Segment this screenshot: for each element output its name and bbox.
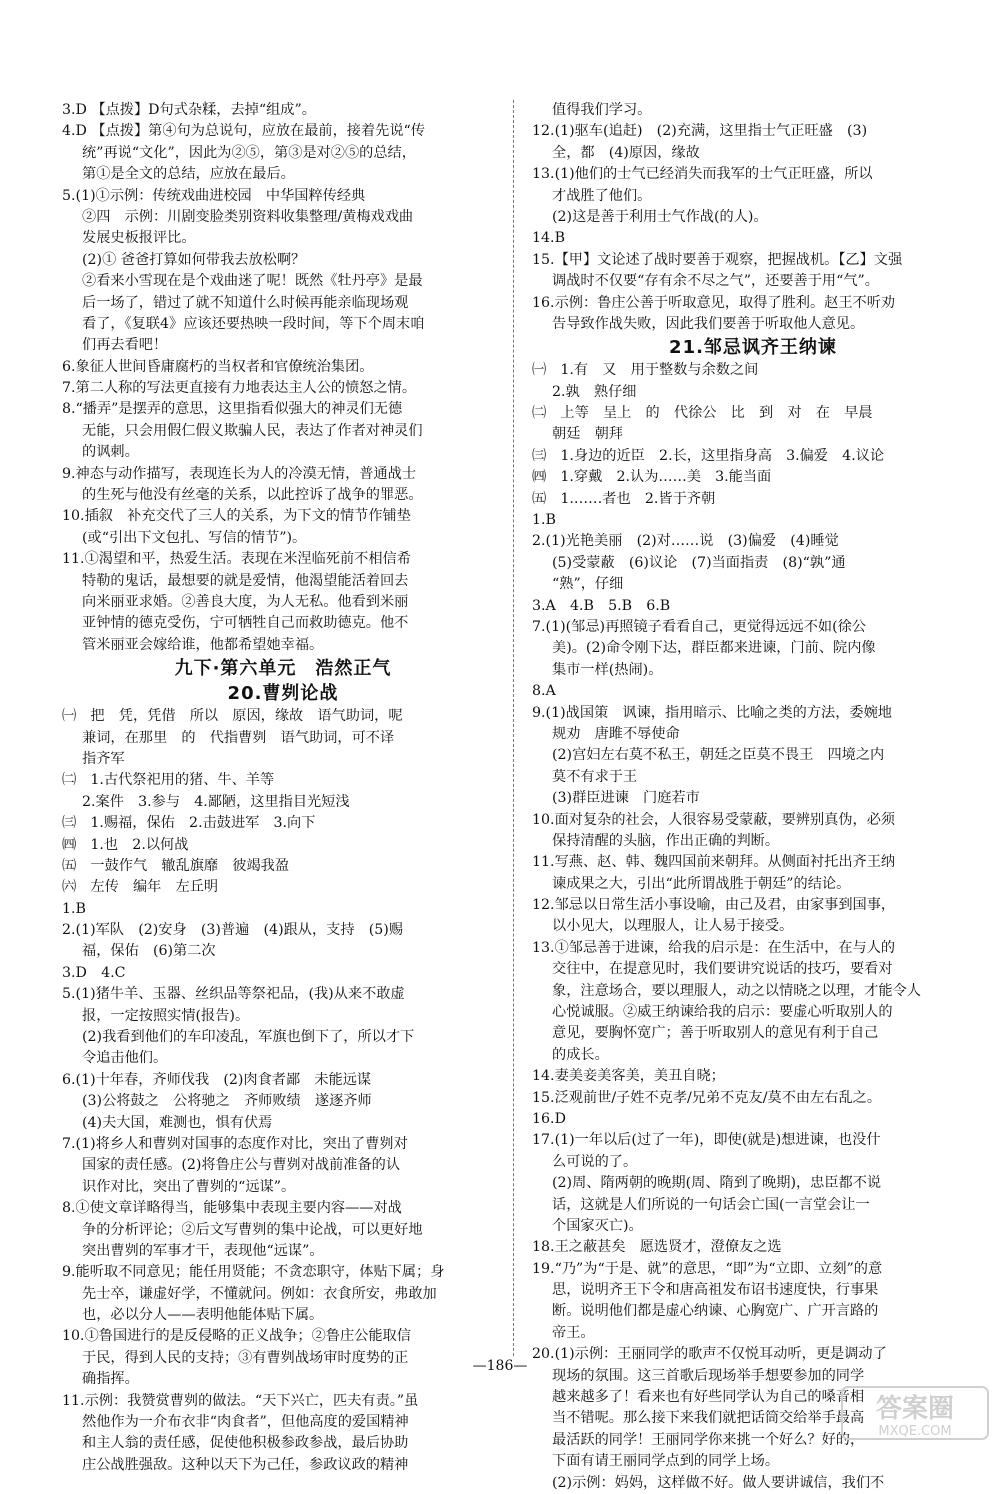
- answer-line: ②看来小雪现在是个戏曲迷了呢！既然《牡丹亭》是最: [82, 273, 423, 290]
- answer-line: ㈡ 上等 呈上 的 代徐公 比 到 对 在 早晨: [532, 405, 873, 422]
- answer-line: 福，保佑 (6)第二次: [82, 943, 216, 960]
- answer-line: 话，这就是人们所说的一句话会亡国(一言堂会让一: [552, 1196, 870, 1213]
- answer-line: 14.B: [532, 230, 565, 247]
- answer-line: 的生死与他没有丝毫的关系，以此控诉了战争的罪恶。: [82, 487, 423, 504]
- answer-line: 7.第二人称的写法更直接有力地表达主人公的愤怒之情。: [62, 380, 417, 397]
- answer-line: 的讽刺。: [82, 444, 139, 461]
- answer-line: 兼词，在那里 的 代指曹刿 语气助词，可不译: [82, 729, 395, 746]
- answer-line: ㈣ 1.也 2.以何战: [62, 836, 189, 853]
- answer-line: 识作对比，突出了曹刿的“远谋”。: [82, 1178, 296, 1195]
- answer-line: 告导致作战失败，因此我们要善于听取他人意见。: [552, 315, 865, 332]
- answer-line: 14.妻美妾美客美，美丑自晓；: [532, 1068, 725, 1085]
- answer-line: 9.神态与动作描写，表现连长为人的冷漠无情，普通战士: [62, 465, 417, 482]
- answer-line: 国家的责任感。(2)将鲁庄公与曹刿对战前准备的认: [82, 1157, 401, 1174]
- answer-line: (2)这是善于利用士气作战(的人)。: [552, 208, 768, 225]
- answer-line: 10.①鲁国进行的是反侵略的正义战争；②鲁庄公能取信: [62, 1328, 411, 1345]
- answer-line: ㈥ 左传 编年 左丘明: [62, 879, 219, 896]
- answer-line: 2.孰 熟仔细: [552, 383, 637, 400]
- answer-line: (2)宫妇左右莫不私王，朝廷之臣莫不畏王 四境之内: [552, 747, 885, 764]
- answer-line: 美)。(2)命令刚下达，群臣都来进谏，门前、院内像: [552, 640, 876, 657]
- answer-line: 思，说明齐王下令和唐高祖发布诏书速度快，行事果: [552, 1282, 879, 1299]
- answer-line: 现场的氛围。这三首歌后现场举手想要参加的同学: [552, 1367, 865, 1384]
- answer-line: (2)示例：妈妈，这样做不好。做人要讲诚信，我们不: [552, 1474, 885, 1491]
- answer-line: 心悦诚服。②威王纳谏给我的启示：要虚心听取别人的: [552, 1004, 893, 1021]
- answer-line: 保持清醒的头脑，作出正确的判断。: [552, 832, 780, 849]
- answer-line: 1.B: [62, 900, 86, 917]
- answer-line: 8.“播弄”是摆弄的意思，这里指看似强大的神灵们无德: [62, 401, 403, 418]
- answer-line: 18.王之蔽甚矣 愿选贤才，澄僚友之选: [532, 1239, 782, 1256]
- answer-line: 3.D 【点拨】D句式杂糅，去掉“组成”。: [62, 102, 316, 118]
- answer-line: 指齐军: [82, 750, 125, 767]
- column-divider: [513, 100, 514, 1356]
- answer-line: 特勒的鬼话，最想要的就是爱情，他渴望能活着回去: [82, 572, 409, 589]
- answer-line: 13.①邹忌善于进谏，给我的启示是：在生活中，在与人的: [532, 939, 896, 956]
- answer-line: (2)我看到他们的车印凌乱，军旗也倒下了，所以才下: [82, 1029, 415, 1046]
- answer-line: ②四 示例：川剧变脸类别资料收集整理/黄梅戏戏曲: [82, 208, 414, 225]
- answer-line: 4.D 【点拨】第④句为总说句，应放在最前，接着先说“传: [62, 123, 425, 140]
- answer-line: 6.(1)十年春，齐师伐我 (2)肉食者鄙 未能远谋: [62, 1071, 372, 1088]
- answer-line: 15.【甲】文论述了战时要善于观察，把握战机。【乙】文强: [532, 251, 903, 268]
- answer-line: 9.能听取不同意见；能任用贤能；不贪恋职守，体贴下属；身: [62, 1264, 445, 1281]
- answer-line: 8.①使文章详略得当，能够集中表现主要内容——对战: [62, 1200, 402, 1217]
- answer-line: 全，都 (4)原因，缘故: [552, 144, 700, 161]
- page-number: —186—: [472, 1358, 528, 1374]
- answer-line: 第①是全文的总结，应放在最后。: [82, 166, 295, 183]
- answer-line: (3)群臣进谏 门庭若市: [552, 790, 700, 807]
- answer-line: 3.A 4.B 5.B 6.B: [532, 597, 671, 614]
- answer-line: 20.(1)示例：王丽同学的歌声不仅悦耳动听，更是调动了: [532, 1346, 887, 1363]
- answer-line: 的成长。: [552, 1046, 609, 1063]
- answer-line: “熟”，仔细: [552, 576, 624, 593]
- answer-line: (4)夫大国，难测也，惧有伏焉: [82, 1114, 273, 1131]
- answer-line: 6.象征人世间昏庸腐朽的当权者和官僚统治集团。: [62, 358, 374, 375]
- answer-line: 19.“乃”为“于是、就”的意思，“即”为“立即、立刻”的意: [532, 1260, 883, 1277]
- right-column: [532, 100, 974, 1494]
- answer-line: 8.A: [532, 683, 556, 700]
- answer-line: 值得我们学习。: [552, 102, 652, 118]
- answer-line: 看了，《复联4》应该还要热映一段时间，等下个周末咱: [82, 315, 425, 332]
- answer-line: (3)公将鼓之 公将驰之 齐师败绩 遂逐齐师: [82, 1093, 372, 1110]
- answer-line: (5)受蒙蔽 (6)议论 (7)当面指责 (8)“孰”通: [552, 554, 846, 571]
- answer-line: 3.D 4.C: [62, 964, 126, 981]
- answer-line: 17.(1)一年以后(过了一年)，即使(就是)想进谏，也没什: [532, 1132, 881, 1149]
- answer-line: 5.(1)猪牛羊、玉器、丝织品等祭祀品，(我)从来不敢虚: [62, 986, 405, 1003]
- answer-line: 2.(1)光艳美丽 (2)对……说 (3)偏爱 (4)睡觉: [532, 533, 839, 550]
- answer-line: 朝廷 朝拜: [552, 426, 623, 443]
- answer-line: 2.案件 3.参与 4.鄙陋，这里指目光短浅: [82, 793, 350, 810]
- answer-line: 个国家灭亡)。: [552, 1217, 643, 1234]
- answer-line: 5.(1)①示例：传统戏曲进校园 中华国粹传经典: [62, 187, 366, 204]
- answer-line: 1.B: [532, 512, 556, 529]
- answer-line: 7.(1)将乡人和曹刿对国事的态度作对比，突出了曹刿对: [62, 1135, 408, 1152]
- answer-line: 最活跃的同学！王丽同学你来挑一个好么？好的，: [552, 1431, 865, 1448]
- answer-line: 11.示例：我赞赏曹刿的做法。“天下兴亡，匹夫有责。”虽: [62, 1392, 419, 1409]
- answer-line: (2)周、隋两朝的晚期(周、隋到了晚期)，忠臣都不说: [552, 1175, 882, 1192]
- answer-line: 令追击他们。: [82, 1050, 168, 1067]
- answer-line: 庄公战胜强敌。这种以天下为己任，参政议政的精神: [82, 1456, 409, 1473]
- answer-line: 10.面对复杂的社会，人很容易受蒙蔽，要辨别真伪，必须: [532, 811, 896, 828]
- answer-line: 集市一样(热闹)。: [552, 661, 663, 678]
- section-heading: 21.邹忌讽齐王纳谏: [669, 337, 837, 359]
- answer-line: (或“引出下文包扎、写信的情节”)。: [82, 529, 307, 546]
- answer-line: 2.(1)军队 (2)安身 (3)普遍 (4)跟从，支持 (5)赐: [62, 922, 404, 939]
- answer-line: 谏成果之大，引出“此所谓战胜于朝廷”的结论。: [552, 875, 851, 892]
- answer-line: ㈣ 1.穿戴 2.认为……美 3.能当面: [532, 469, 772, 486]
- answer-line: ㈤ 一鼓作气 辙乱旗靡 彼竭我盈: [62, 857, 290, 874]
- answer-line: 亚钟情的德克受伤，宁可牺牲自己而救助德克。他不: [82, 615, 409, 632]
- answer-line: 莫不有求于王: [552, 768, 638, 785]
- answer-line: ㈠ 把 凭，凭借 所以 原因，缘故 语气助词，呢: [62, 708, 403, 725]
- answer-line: ㈠ 1.有 又 用于整数与余数之间: [532, 362, 759, 379]
- answer-line: 意见，要胸怀宽广；善于听取别人的意见有利于自己: [552, 1025, 879, 1042]
- answer-line: 才战胜了他们。: [552, 187, 652, 204]
- answer-line: 后一场了，错过了就不知道什么时候再能亲临现场观: [82, 294, 409, 311]
- answer-line: ㈤ 1.……者也 2.皆于齐朝: [532, 490, 716, 507]
- answer-line: 12.(1)驱车(追赶) (2)充满，这里指士气正旺盛 (3): [532, 123, 868, 140]
- answer-line: 发展史板报评比。: [82, 230, 196, 247]
- answer-line: 先士卒，谦虚好学，不懂就问。例如：衣食所安，弗敢加: [82, 1285, 437, 1302]
- answer-line: 象，注意场合，要以理服人，动之以情晓之以理，才能令人: [552, 982, 921, 999]
- answer-line: 16.D: [532, 1110, 566, 1127]
- answer-line: 断。说明他们都是虚心纳谏、心胸宽广、广开言路的: [552, 1303, 879, 1320]
- answer-line: 统”再说“文化”，因此为②⑤，第③是对②⑤的总结，: [82, 144, 416, 161]
- answer-line: 11.写燕、赵、韩、魏四国前来朝拜。从侧面衬托出齐王纳: [532, 854, 896, 871]
- answer-line: 然他作为一介布衣非“肉食者”，但他高度的爱国精神: [82, 1414, 409, 1431]
- answer-line: 突出曹刿的军事才干，表现他“远谋”。: [82, 1242, 324, 1259]
- answer-line: 调战时不仅要“存有余不尽之气”，还要善于用“气”。: [552, 273, 879, 290]
- answer-line: 也，必以分人——表明他能体贴下属。: [82, 1307, 324, 1324]
- answer-line: ㈢ 1.身边的近臣 2.长，这里指身高 3.偏爱 4.议论: [532, 447, 885, 464]
- watermark-logo: [840, 1385, 990, 1441]
- answer-line: ㈡ 1.古代祭祀用的猪、牛、羊等: [62, 772, 275, 789]
- left-column: [62, 100, 504, 1476]
- answer-line: 么可说的了。: [552, 1153, 638, 1170]
- answer-line: 当不错呢。那么接下来我们就把话筒交给举手最高: [552, 1410, 865, 1427]
- answer-line: 10.插叙 补充交代了三人的关系，为下文的情节作铺垫: [62, 508, 411, 525]
- answer-line: 于民，得到人民的支持；③有曹刿战场审时度势的正: [82, 1349, 409, 1366]
- answer-line: 交往中，在提意见时，我们要讲究说话的技巧，要看对: [552, 961, 893, 978]
- answer-line: 16.示例：鲁庄公善于听取意见，取得了胜利。赵王不听劝: [532, 294, 896, 311]
- answer-line: 和主人翁的责任感，促使他积极参政参战，最后协助: [82, 1435, 409, 1452]
- svg-text:MXQE.COM: MXQE.COM: [878, 1424, 952, 1439]
- answer-line: 帝王。: [552, 1324, 595, 1341]
- section-heading: 九下·第六单元 浩然正气: [174, 658, 392, 680]
- answer-line: 报，一定按照实情(报告)。: [82, 1007, 250, 1024]
- answer-line: 11.①渴望和平，热爱生活。表现在米涅临死前不相信希: [62, 551, 411, 568]
- answer-line: 下面有请王丽同学点到的同学上场。: [552, 1453, 780, 1470]
- answer-line: 越来越多了！看来也有好些同学认为自己的嗓音相: [552, 1389, 865, 1406]
- answer-line: 们再去看吧！: [82, 337, 168, 354]
- answer-line: 9.(1)战国策 讽谏，指用暗示、比喻之类的方法，委婉地: [532, 704, 892, 721]
- answer-line: 争的分析评论；②后文写曹刿的集中论战，可以更好地: [82, 1221, 423, 1238]
- answer-line: 确指挥。: [82, 1371, 139, 1388]
- answer-line: 管米丽亚会嫁给谁，他都希望她幸福。: [82, 636, 324, 653]
- answer-line: 以小见大，以理服人，让人易于接受。: [552, 918, 794, 935]
- answer-line: 12.邹忌以日常生活小事设喻，由己及君，由家事到国事，: [532, 897, 896, 914]
- answer-line: 规劝 唐雎不辱使命: [552, 725, 680, 742]
- section-heading: 20.曹刿论战: [227, 683, 339, 705]
- svg-text:答案圈: 答案圈: [875, 1394, 955, 1424]
- answer-line: 15.泛观前世/子姓不克孝/兄弟不克友/莫不由左右乱之。: [532, 1089, 882, 1106]
- answer-line: (2)① 爸爸打算如何带我去放松啊？: [82, 251, 306, 268]
- answer-line: 无能，只会用假仁假义欺骗人民，表达了作者对神灵们: [82, 422, 423, 439]
- answer-line: ㈢ 1.赐福，保佑 2.击鼓进军 3.向下: [62, 815, 316, 832]
- answer-line: 7.(1)(邹忌)再照镜子看看自己，更觉得远远不如(徐公: [532, 618, 866, 635]
- answer-line: 向米丽亚求婚。②善良大度，为人无私。他看到米丽: [82, 593, 409, 610]
- answer-line: 13.(1)他们的士气已经消失而我军的士气正旺盛，所以: [532, 166, 873, 183]
